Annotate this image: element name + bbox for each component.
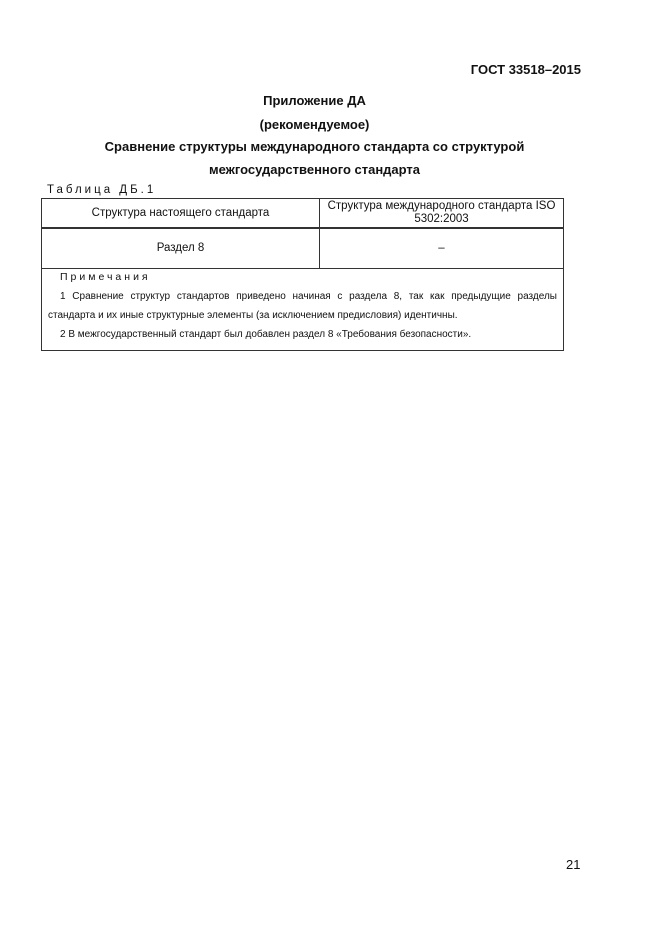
table-cell-current-section: Раздел 8 [42,228,320,269]
appendix-title: Приложение ДА [263,93,366,108]
table-header-row [42,199,564,229]
note-item-1: 1 Сравнение структур стандартов приведено начиная с раздела 8, так как предыдущие разделы стандарта и их иные структурные элементы (за исключением предисловия) идентичны. [48,291,557,321]
notes-cell [42,269,564,351]
note-item-2: 2 В межгосударственный стандарт был добавлен раздел 8 «Требования безопасности». [60,329,472,340]
page-number: 21 [566,857,581,872]
appendix-heading-line-1: Сравнение структуры международного стандарта со структурой [104,139,525,154]
notes-row [42,269,564,351]
appendix-heading-line-2: межгосударственного стандарта [208,162,421,177]
column-header-international-standard: Структура международного стандарта ISO 5302:2003 [320,199,564,229]
appendix-status: (рекомендуемое) [259,117,370,132]
document-code: ГОСТ 33518–2015 [470,62,581,77]
table-caption: Таблица ДБ.1 [47,184,157,196]
table-row [42,228,564,269]
notes-title: Примечания [60,271,151,283]
table-cell-international-section: – [320,228,564,269]
column-header-current-standard: Структура настоящего стандарта [42,199,320,229]
structure-comparison-table [41,198,564,351]
